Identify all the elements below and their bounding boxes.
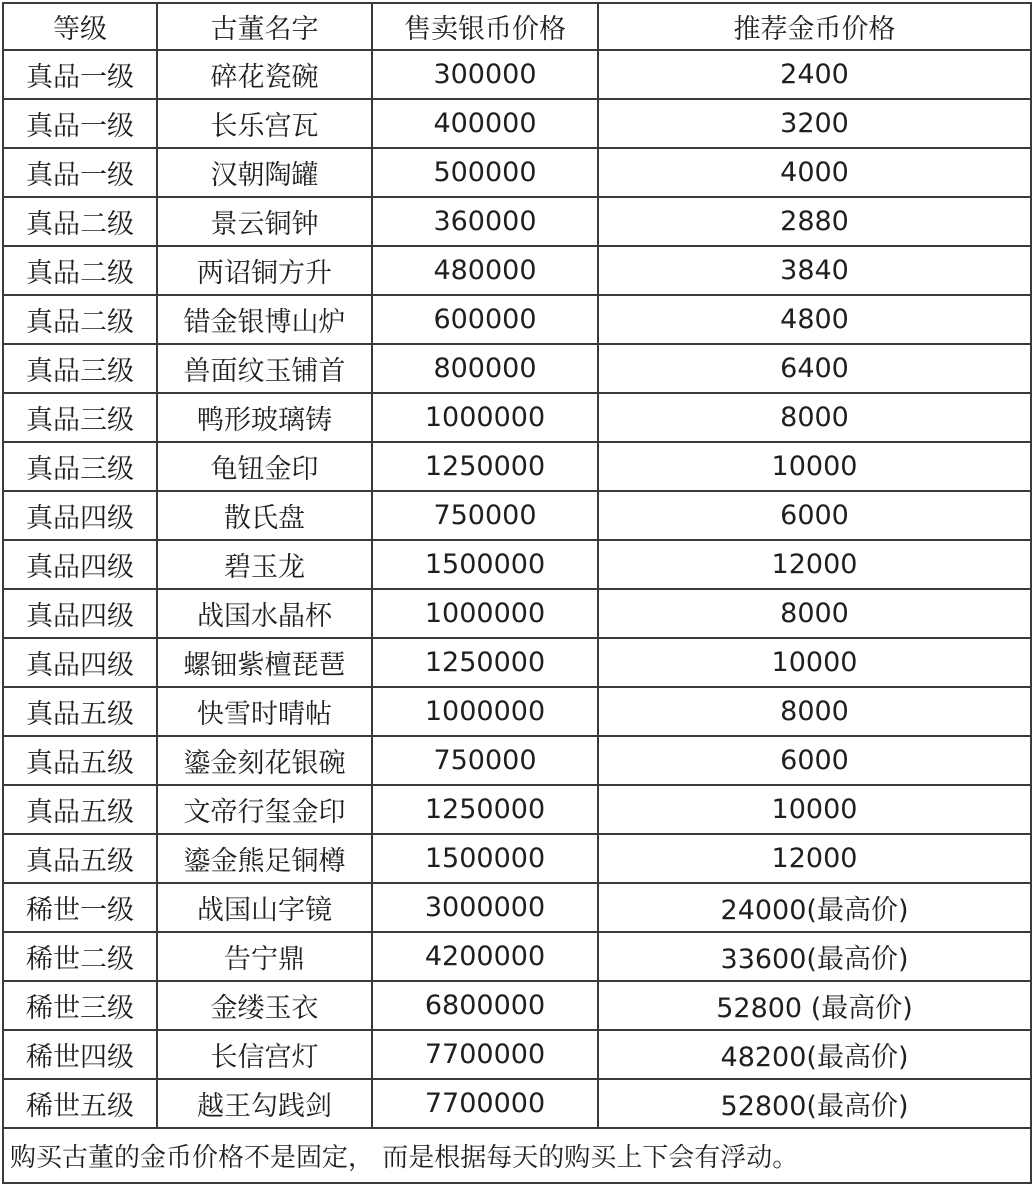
cell-silver-price: 400000 [372,99,598,148]
table-row [3,197,1031,246]
cell-gold-price: 3840 [598,246,1031,295]
cell-antique-name: 长信宫灯 [157,1030,372,1079]
cell-grade: 稀世五级 [3,1079,157,1128]
cell-antique-name: 鎏金刻花银碗 [157,736,372,785]
cell-gold-price: 10000 [598,785,1031,834]
cell-gold-price: 8000 [598,687,1031,736]
cell-gold-price: 48200(最高价) [598,1030,1031,1079]
header-silver-price: 售卖银币价格 [372,3,598,50]
cell-gold-price: 52800(最高价) [598,1079,1031,1128]
table-row [3,295,1031,344]
cell-silver-price: 1250000 [372,442,598,491]
table-row [3,344,1031,393]
cell-gold-price: 8000 [598,393,1031,442]
cell-silver-price: 500000 [372,148,598,197]
cell-silver-price: 1000000 [372,687,598,736]
header-row [3,3,1031,50]
cell-antique-name: 汉朝陶罐 [157,148,372,197]
cell-grade: 真品五级 [3,834,157,883]
table-row [3,246,1031,295]
cell-gold-price: 10000 [598,638,1031,687]
table-row [3,50,1031,99]
table-row [3,638,1031,687]
cell-antique-name: 文帝行玺金印 [157,785,372,834]
cell-grade: 真品五级 [3,785,157,834]
cell-grade: 真品五级 [3,736,157,785]
cell-antique-name: 景云铜钟 [157,197,372,246]
cell-silver-price: 800000 [372,344,598,393]
cell-grade: 真品四级 [3,638,157,687]
cell-antique-name: 碎花瓷碗 [157,50,372,99]
cell-grade: 稀世二级 [3,932,157,981]
table-row [3,99,1031,148]
antique-price-table [2,2,1032,1184]
cell-gold-price: 52800 (最高价) [598,981,1031,1030]
cell-silver-price: 1500000 [372,540,598,589]
cell-antique-name: 兽面纹玉铺首 [157,344,372,393]
header-antique-name: 古董名字 [157,3,372,50]
table-row [3,736,1031,785]
table-row [3,148,1031,197]
cell-antique-name: 快雪时晴帖 [157,687,372,736]
cell-antique-name: 散氏盘 [157,491,372,540]
cell-grade: 真品五级 [3,687,157,736]
cell-gold-price: 6000 [598,491,1031,540]
cell-silver-price: 1500000 [372,834,598,883]
cell-gold-price: 3200 [598,99,1031,148]
cell-silver-price: 300000 [372,50,598,99]
table-row [3,1079,1031,1128]
cell-silver-price: 1000000 [372,393,598,442]
cell-gold-price: 4800 [598,295,1031,344]
cell-gold-price: 6000 [598,736,1031,785]
cell-grade: 真品二级 [3,295,157,344]
cell-grade: 真品四级 [3,589,157,638]
price-note: 购买古董的金币价格不是固定， 而是根据每天的购买上下会有浮动。 [3,1128,1031,1183]
cell-gold-price: 6400 [598,344,1031,393]
cell-gold-price: 8000 [598,589,1031,638]
cell-antique-name: 两诏铜方升 [157,246,372,295]
cell-antique-name: 告宁鼎 [157,932,372,981]
cell-silver-price: 600000 [372,295,598,344]
cell-antique-name: 鎏金熊足铜樽 [157,834,372,883]
cell-gold-price: 10000 [598,442,1031,491]
cell-antique-name: 战国山字镜 [157,883,372,932]
cell-gold-price: 12000 [598,540,1031,589]
table-row [3,981,1031,1030]
cell-antique-name: 龟钮金印 [157,442,372,491]
table-row [3,687,1031,736]
table-row [3,589,1031,638]
cell-gold-price: 2400 [598,50,1031,99]
cell-grade: 真品三级 [3,442,157,491]
cell-gold-price: 24000(最高价) [598,883,1031,932]
cell-grade: 真品三级 [3,393,157,442]
cell-antique-name: 碧玉龙 [157,540,372,589]
cell-silver-price: 480000 [372,246,598,295]
cell-silver-price: 3000000 [372,883,598,932]
cell-grade: 真品二级 [3,197,157,246]
cell-antique-name: 螺钿紫檀琵琶 [157,638,372,687]
table-row [3,491,1031,540]
cell-silver-price: 1250000 [372,785,598,834]
cell-silver-price: 750000 [372,491,598,540]
table-row [3,932,1031,981]
table-row [3,540,1031,589]
cell-grade: 真品一级 [3,50,157,99]
cell-grade: 真品二级 [3,246,157,295]
table-row [3,393,1031,442]
cell-grade: 真品一级 [3,148,157,197]
cell-antique-name: 长乐宫瓦 [157,99,372,148]
header-grade: 等级 [3,3,157,50]
table-body [3,50,1031,1128]
cell-antique-name: 鸭形玻璃铸 [157,393,372,442]
cell-silver-price: 360000 [372,197,598,246]
table-row [3,1030,1031,1079]
cell-grade: 稀世四级 [3,1030,157,1079]
cell-silver-price: 1250000 [372,638,598,687]
cell-antique-name: 战国水晶杯 [157,589,372,638]
cell-antique-name: 金缕玉衣 [157,981,372,1030]
cell-grade: 稀世三级 [3,981,157,1030]
cell-gold-price: 33600(最高价) [598,932,1031,981]
table-row [3,442,1031,491]
table-row [3,883,1031,932]
cell-gold-price: 12000 [598,834,1031,883]
cell-grade: 稀世一级 [3,883,157,932]
cell-grade: 真品四级 [3,540,157,589]
cell-grade: 真品四级 [3,491,157,540]
cell-silver-price: 7700000 [372,1079,598,1128]
cell-silver-price: 6800000 [372,981,598,1030]
cell-gold-price: 2880 [598,197,1031,246]
cell-antique-name: 错金银博山炉 [157,295,372,344]
table-row [3,834,1031,883]
cell-grade: 真品一级 [3,99,157,148]
cell-silver-price: 1000000 [372,589,598,638]
table-row [3,785,1031,834]
cell-silver-price: 7700000 [372,1030,598,1079]
cell-antique-name: 越王勾践剑 [157,1079,372,1128]
header-gold-price: 推荐金币价格 [598,3,1031,50]
cell-silver-price: 750000 [372,736,598,785]
note-row [3,1128,1031,1183]
cell-gold-price: 4000 [598,148,1031,197]
cell-grade: 真品三级 [3,344,157,393]
cell-silver-price: 4200000 [372,932,598,981]
